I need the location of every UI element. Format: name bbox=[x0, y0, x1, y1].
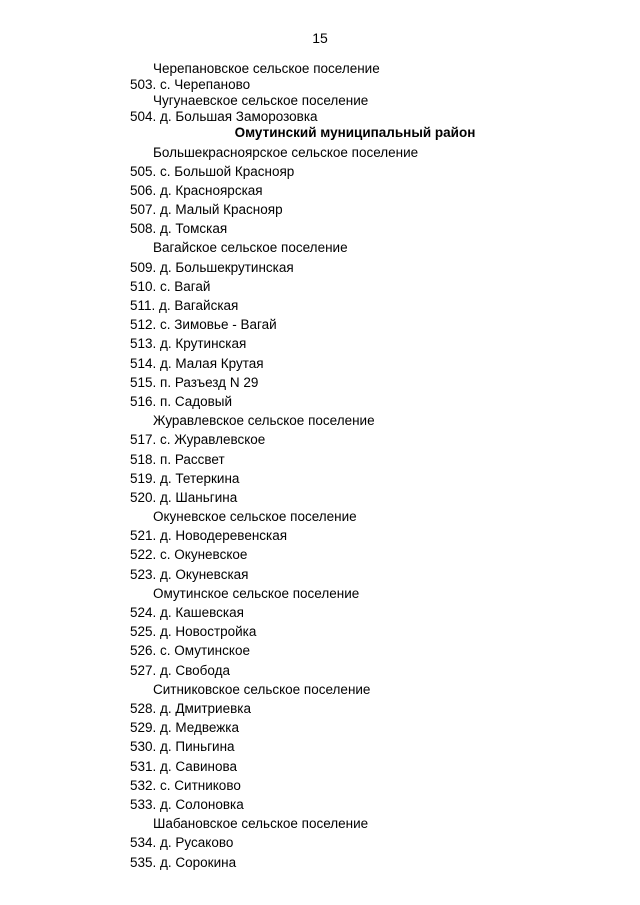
locality-item: 526. с. Омутинское bbox=[130, 643, 250, 658]
locality-item: 516. п. Садовый bbox=[130, 394, 233, 409]
locality-item: 512. с. Зимовье - Вагай bbox=[130, 317, 277, 332]
locality-item: 521. д. Новодеревенская bbox=[130, 528, 288, 543]
locality-item: 506. д. Красноярская bbox=[130, 183, 263, 198]
locality-item: 530. д. Пиньгина bbox=[130, 739, 235, 754]
locality-item: 509. д. Большекрутинская bbox=[130, 260, 294, 275]
locality-item: 534. д. Русаково bbox=[130, 835, 234, 850]
locality-item: 520. д. Шаньгина bbox=[130, 490, 238, 505]
locality-item: 513. д. Крутинская bbox=[130, 336, 247, 351]
locality-item: 504. д. Большая Заморозовка bbox=[130, 109, 318, 124]
locality-item: 522. с. Окуневское bbox=[130, 547, 248, 562]
locality-item: 514. д. Малая Крутая bbox=[130, 356, 264, 371]
locality-item: 523. д. Окуневская bbox=[130, 567, 249, 582]
locality-item: 525. д. Новостройка bbox=[130, 624, 257, 639]
locality-item: 528. д. Дмитриевка bbox=[130, 701, 251, 716]
settlement-heading: Ситниковское сельское поселение bbox=[153, 682, 371, 697]
locality-item: 503. с. Черепаново bbox=[130, 77, 251, 92]
locality-item: 507. д. Малый Краснояр bbox=[130, 202, 283, 217]
locality-item: 529. д. Медвежка bbox=[130, 720, 240, 735]
settlement-heading: Окуневское сельское поселение bbox=[153, 509, 357, 524]
locality-item: 532. с. Ситниково bbox=[130, 778, 241, 793]
locality-item: 533. д. Солоновка bbox=[130, 797, 244, 812]
locality-item: 531. д. Савинова bbox=[130, 759, 238, 774]
settlement-heading: Омутинское сельское поселение bbox=[153, 586, 360, 601]
locality-item: 524. д. Кашевская bbox=[130, 605, 244, 620]
locality-item: 515. п. Разъезд N 29 bbox=[130, 375, 259, 390]
page-number: 15 bbox=[312, 30, 328, 46]
settlement-heading: Журавлевское сельское поселение bbox=[153, 413, 375, 428]
district-heading: Омутинский муниципальный район bbox=[234, 125, 476, 140]
settlement-heading: Чугунаевское сельское поселение bbox=[153, 93, 369, 108]
settlement-heading: Большекрасноярское сельское поселение bbox=[153, 145, 419, 160]
locality-item: 519. д. Тетеркина bbox=[130, 471, 240, 486]
locality-item: 518. п. Рассвет bbox=[130, 452, 225, 467]
settlement-heading: Шабановское сельское поселение bbox=[153, 816, 369, 831]
locality-item: 505. с. Большой Краснояр bbox=[130, 164, 295, 179]
locality-item: 527. д. Свобода bbox=[130, 663, 231, 678]
settlement-heading: Черепановское сельское поселение bbox=[153, 61, 380, 76]
locality-item: 510. с. Вагай bbox=[130, 279, 211, 294]
locality-item: 508. д. Томская bbox=[130, 221, 228, 236]
settlement-heading: Вагайское сельское поселение bbox=[153, 240, 348, 255]
locality-item: 511. д. Вагайская bbox=[130, 298, 239, 313]
locality-item: 535. д. Сорокина bbox=[130, 855, 237, 870]
locality-item: 517. с. Журавлевское bbox=[130, 432, 266, 447]
